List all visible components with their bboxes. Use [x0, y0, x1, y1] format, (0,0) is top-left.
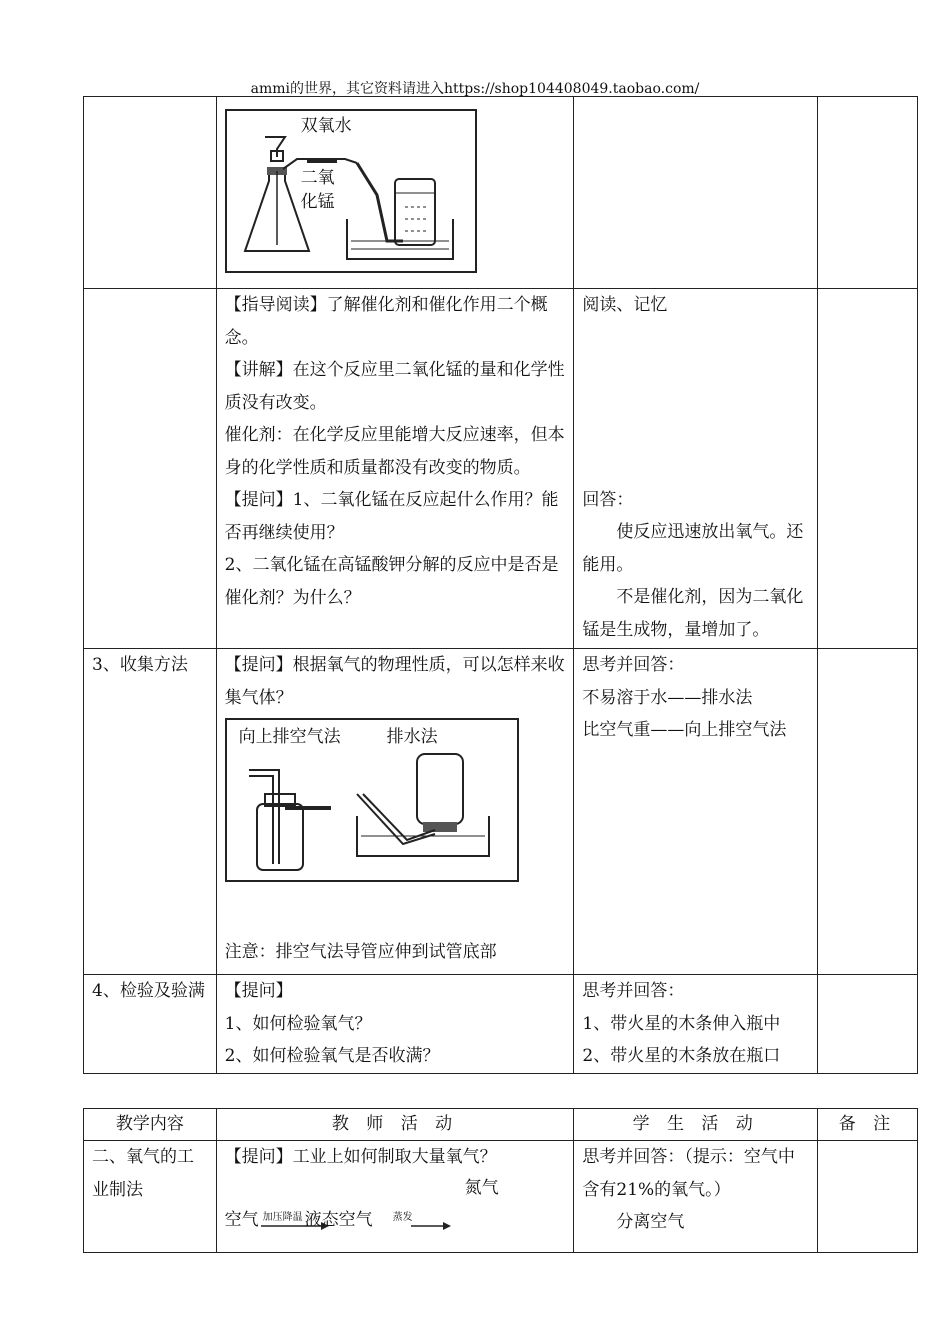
- separate-air: 分离空气: [616, 1212, 685, 1232]
- student-line: 思考并回答：: [582, 655, 685, 675]
- industrial-question: 【提问】工业上如何制取大量氧气？: [224, 1147, 497, 1167]
- teacher-cell: [216, 975, 574, 1074]
- evaporate-label: 蒸发: [392, 1211, 413, 1223]
- content-cell: 二、氧气的工业制法: [84, 1141, 217, 1253]
- table-row: [84, 975, 918, 1074]
- teacher-line: 1、如何检验氧气？: [224, 1013, 372, 1034]
- header-cell: 教学内容: [84, 1109, 217, 1141]
- collection-methods-figure: [225, 718, 519, 882]
- remarks-cell: [817, 289, 917, 649]
- teacher-cell: [216, 289, 574, 649]
- liquid-air-label: 液态空气: [304, 1209, 373, 1230]
- student-answer-1: 使反应迅速放出氧气。还能用。: [582, 522, 804, 575]
- remarks-cell: [817, 97, 917, 289]
- remarks-cell: [817, 1141, 917, 1253]
- remarks-cell: [817, 975, 917, 1074]
- content-cell: 4、检验及验满: [84, 975, 217, 1074]
- page-header: ammi的世界，其它资料请进入https://shop104408049.taobao.com/: [250, 81, 700, 97]
- explanation: 【讲解】在这个反应里二氧化锰的量和化学性质没有改变。: [224, 360, 565, 413]
- student-line: 思考并回答：: [582, 981, 685, 1001]
- header-cell: 教 师 活 动: [216, 1109, 574, 1141]
- teacher-cell: [216, 1141, 574, 1253]
- teacher-cell: [216, 649, 574, 975]
- student-cell: [574, 975, 818, 1074]
- content-cell: 3、收集方法: [84, 649, 217, 975]
- flow-arrows: [225, 1174, 555, 1240]
- collection-question: 【提问】根据氧气的物理性质，可以怎样来收集气体？: [224, 655, 565, 708]
- pressurize-label: 加压降温: [262, 1211, 303, 1223]
- student-cell: [574, 1141, 818, 1253]
- table-row: [84, 97, 918, 289]
- table-row: [84, 289, 918, 649]
- teacher-cell: [216, 97, 574, 289]
- table-row: [84, 1141, 918, 1253]
- student-answer-label: 回答：: [582, 489, 634, 510]
- mno2-label-2: 化锰: [300, 192, 335, 212]
- nitrogen-label: 氮气: [464, 1177, 499, 1198]
- water-method-label: 排水法: [386, 727, 438, 747]
- header-cell: 学 生 活 动: [574, 1109, 818, 1141]
- lesson-table: [83, 96, 918, 1074]
- catalyst-definition: 催化剂：在化学反应里能增大反应速率，但本身的化学性质和质量都没有改变的物质。: [224, 425, 565, 478]
- student-cell: [574, 97, 818, 289]
- guided-reading: 【指导阅读】了解催化剂和催化作用二个概念。: [224, 295, 548, 348]
- oxygen-apparatus-figure: [225, 109, 477, 273]
- separation-flow: [225, 1174, 566, 1240]
- air-label: 空气: [224, 1209, 259, 1230]
- content-cell: [84, 97, 217, 289]
- teacher-line: 2、如何检验氧气是否收满？: [224, 1046, 440, 1066]
- collection-note: 注意：排空气法导管应伸到试管底部: [224, 942, 497, 962]
- teacher-line: 【提问】: [224, 981, 293, 1001]
- student-line: 不易溶于水——排水法: [582, 687, 753, 708]
- student-cell: [574, 289, 818, 649]
- question-1: 【提问】1、二氧化锰在反应起什么作用？能否再继续使用？: [224, 490, 559, 543]
- content-cell: [84, 289, 217, 649]
- table-row: [84, 649, 918, 975]
- header-cell: 备 注: [817, 1109, 917, 1141]
- student-line: 1、带火星的木条伸入瓶中: [582, 1013, 781, 1034]
- header-row: [84, 1109, 918, 1141]
- student-hint: 思考并回答：（提示：空气中含有21%的氧气。）: [582, 1147, 795, 1200]
- mno2-label-1: 二氧: [300, 168, 335, 188]
- industrial-table: [83, 1108, 918, 1253]
- student-cell: [574, 649, 818, 975]
- question-2: 2、二氧化锰在高锰酸钾分解的反应中是否是催化剂？为什么？: [224, 555, 559, 608]
- student-line: 2、带火星的木条放在瓶口: [582, 1046, 781, 1066]
- remarks-cell: [817, 649, 917, 975]
- student-line: 比空气重——向上排空气法: [582, 720, 787, 740]
- h2o2-label: 双氧水: [300, 116, 352, 136]
- student-answer-2: 不是催化剂，因为二氧化锰是生成物，量增加了。: [582, 587, 804, 640]
- upward-air-label: 向上排空气法: [238, 727, 341, 747]
- student-read: 阅读、记忆: [582, 295, 668, 315]
